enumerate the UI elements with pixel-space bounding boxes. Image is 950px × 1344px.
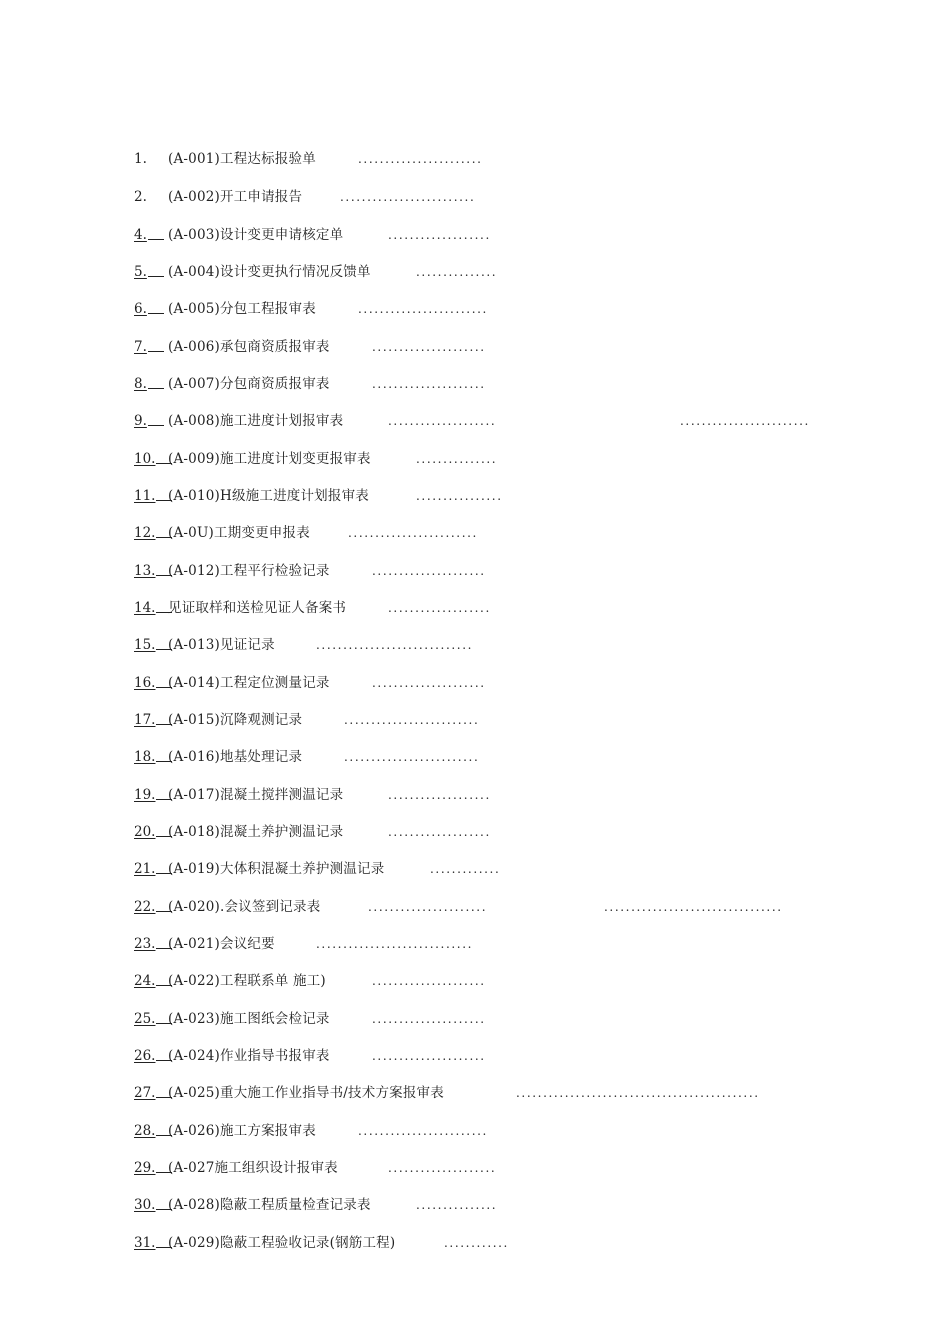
- toc-entry-title: (A-008)施工进度计划报审表: [168, 413, 344, 429]
- toc-entry-title: (A-009)施工进度计划变更报审表: [168, 451, 371, 467]
- toc-entry[interactable]: [134, 597, 874, 619]
- toc-entry[interactable]: [134, 896, 874, 918]
- toc-leader-dots: .........................: [344, 713, 480, 727]
- toc-entry-number: 29.: [134, 1157, 172, 1179]
- toc-leader-dots: ...................: [388, 788, 491, 802]
- toc-entry[interactable]: [134, 410, 874, 432]
- toc-entry-title: (A-017)混凝土搅拌测温记录: [168, 787, 344, 803]
- toc-entry-title: (A-015)沉降观测记录: [168, 712, 303, 728]
- toc-leader-dots: ...................: [388, 825, 491, 839]
- toc-entry-number: 6.: [134, 298, 164, 320]
- toc-entry-number: 26.: [134, 1045, 172, 1067]
- toc-entry-number: 28.: [134, 1120, 172, 1142]
- toc-entry[interactable]: [134, 1008, 874, 1030]
- toc-leader-dots: .............: [430, 862, 501, 876]
- toc-entry[interactable]: [134, 1232, 874, 1254]
- toc-entry[interactable]: [134, 261, 874, 283]
- toc-entry-number: 17.: [134, 709, 172, 731]
- toc-entry[interactable]: [134, 1045, 874, 1067]
- toc-entry-number: 1.: [134, 151, 147, 167]
- toc-entry-title: (A-005)分包工程报审表: [168, 301, 316, 317]
- toc-leader-dots: ........................: [358, 1124, 488, 1138]
- toc-entry-number: 11.: [134, 485, 172, 507]
- toc-entry-number: 30.: [134, 1194, 172, 1216]
- toc-leader-dots: ...................: [388, 228, 491, 242]
- toc-leader-dots: ...............: [416, 265, 498, 279]
- toc-entry-title: (A-006)承包商资质报审表: [168, 339, 330, 355]
- toc-entry-title: (A-016)地基处理记录: [168, 749, 303, 765]
- toc-entry[interactable]: [134, 672, 874, 694]
- toc-entry-number: 15.: [134, 634, 172, 656]
- toc-entry-title: (A-013)见证记录: [168, 637, 275, 653]
- toc-entry-number: 13.: [134, 560, 172, 582]
- toc-entry-number: 27.: [134, 1082, 172, 1104]
- toc-leader-dots: ...............: [416, 1198, 498, 1212]
- toc-entry-title: (A-025)重大施工作业指导书/技术方案报审表: [168, 1085, 444, 1101]
- toc-entry-title: (A-018)混凝土养护测温记录: [168, 824, 344, 840]
- toc-entry-title: (A-0U)工期变更申报表: [168, 525, 310, 541]
- toc-leader-dots: .....................: [372, 974, 486, 988]
- toc-leader-dots: ........................: [348, 526, 478, 540]
- toc-entry-number: 8.: [134, 373, 164, 395]
- toc-entry[interactable]: [134, 1082, 874, 1104]
- toc-entry-number: 9.: [134, 410, 164, 432]
- toc-leader-dots: ...............: [416, 452, 498, 466]
- toc-entry-number: 4.: [134, 224, 164, 246]
- toc-entry[interactable]: [134, 522, 874, 544]
- toc-entry[interactable]: [134, 933, 874, 955]
- toc-entry-number: 2.: [134, 189, 147, 205]
- toc-leader-dots: .....................: [372, 1049, 486, 1063]
- toc-leader-dots: ....................: [388, 414, 497, 428]
- toc-entry-number: 24.: [134, 970, 172, 992]
- toc-entry-number: 18.: [134, 746, 172, 768]
- toc-leader-dots: .....................: [372, 564, 486, 578]
- toc-entry-title: (A-023)施工图纸会检记录: [168, 1011, 330, 1027]
- toc-entry-title: 见证取样和送检见证人备案书: [168, 600, 347, 616]
- toc-entry-title: (A-001)工程达标报验单: [168, 151, 316, 167]
- toc-leader-dots: ............: [444, 1236, 509, 1250]
- toc-entry-title: (A-029)隐蔽工程验收记录(钢筋工程): [168, 1235, 396, 1251]
- toc-entry-number: 31.: [134, 1232, 172, 1254]
- toc-entry-title: (A-002)开工申请报告: [168, 189, 303, 205]
- toc-leader-dots: .....................: [372, 1012, 486, 1026]
- toc-entry-title: (A-012)工程平行检验记录: [168, 563, 330, 579]
- toc-entry-number: 5.: [134, 261, 164, 283]
- toc-leader-dots-secondary: ........................: [680, 414, 810, 428]
- toc-entry[interactable]: [134, 186, 874, 208]
- toc-entry[interactable]: [134, 448, 874, 470]
- toc-entry-title: (A-019)大体积混凝土养护测温记录: [168, 861, 385, 877]
- toc-leader-dots: .........................: [344, 750, 480, 764]
- toc-entry-title: (A-022)工程联系单 施工): [168, 973, 326, 989]
- toc-entry-number: 25.: [134, 1008, 172, 1030]
- toc-entry[interactable]: [134, 634, 874, 656]
- toc-entry[interactable]: [134, 336, 874, 358]
- toc-entry[interactable]: [134, 148, 874, 170]
- toc-entry[interactable]: [134, 821, 874, 843]
- toc-entry[interactable]: [134, 373, 874, 395]
- toc-leader-dots: .............................: [316, 638, 474, 652]
- toc-leader-dots-secondary: .............................................: [516, 1086, 760, 1100]
- toc-entry-title: (A-020).会议签到记录表: [168, 899, 321, 915]
- toc-entry[interactable]: [134, 560, 874, 582]
- toc-entry[interactable]: [134, 485, 874, 507]
- toc-leader-dots: ....................: [388, 1161, 497, 1175]
- toc-entry-title: (A-004)设计变更执行情况反馈单: [168, 264, 371, 280]
- toc-leader-dots: .....................: [372, 676, 486, 690]
- toc-entry-title: (A-028)隐蔽工程质量检查记录表: [168, 1197, 371, 1213]
- toc-entry-title: (A-007)分包商资质报审表: [168, 376, 330, 392]
- toc-entry-title: (A-014)工程定位测量记录: [168, 675, 330, 691]
- toc-entry[interactable]: [134, 224, 874, 246]
- toc-leader-dots: ................: [416, 489, 503, 503]
- toc-leader-dots: ......................: [368, 900, 488, 914]
- toc-entry[interactable]: [134, 1120, 874, 1142]
- toc-entry-number: 19.: [134, 784, 172, 806]
- toc-leader-dots: .......................: [358, 152, 483, 166]
- toc-leader-dots: .........................: [340, 190, 476, 204]
- toc-leader-dots-secondary: .................................: [604, 900, 783, 914]
- toc-leader-dots: .....................: [372, 377, 486, 391]
- toc-entry-number: 16.: [134, 672, 172, 694]
- toc-entry-title: (A-003)设计变更申请核定单: [168, 227, 344, 243]
- toc-entry-number: 14.: [134, 597, 172, 619]
- toc-entry[interactable]: [134, 1194, 874, 1216]
- toc-entry-title: (A-010)H级施工进度计划报审表: [168, 488, 369, 504]
- toc-entry-title: (A-024)作业指导书报审表: [168, 1048, 330, 1064]
- toc-entry-number: 10.: [134, 448, 172, 470]
- toc-entry-number: 7.: [134, 336, 164, 358]
- toc-leader-dots: ........................: [358, 302, 488, 316]
- toc-entry[interactable]: [134, 784, 874, 806]
- toc-leader-dots: .............................: [316, 937, 474, 951]
- toc-entry[interactable]: [134, 1157, 874, 1179]
- toc-entry[interactable]: [134, 298, 874, 320]
- toc-entry[interactable]: [134, 970, 874, 992]
- toc-leader-dots: ...................: [388, 601, 491, 615]
- toc-entry-title: (A-027施工组织设计报审表: [168, 1160, 338, 1176]
- toc-entry-title: (A-021)会议纪要: [168, 936, 275, 952]
- toc-entry-number: 22.: [134, 896, 172, 918]
- toc-entry-number: 12.: [134, 522, 172, 544]
- toc-entry-number: 21.: [134, 858, 172, 880]
- toc-entry[interactable]: [134, 709, 874, 731]
- toc-entry[interactable]: [134, 858, 874, 880]
- toc-entry-title: (A-026)施工方案报审表: [168, 1123, 316, 1139]
- toc-leader-dots: .....................: [372, 340, 486, 354]
- toc-entry[interactable]: [134, 746, 874, 768]
- toc-entry-number: 23.: [134, 933, 172, 955]
- toc-entry-number: 20.: [134, 821, 172, 843]
